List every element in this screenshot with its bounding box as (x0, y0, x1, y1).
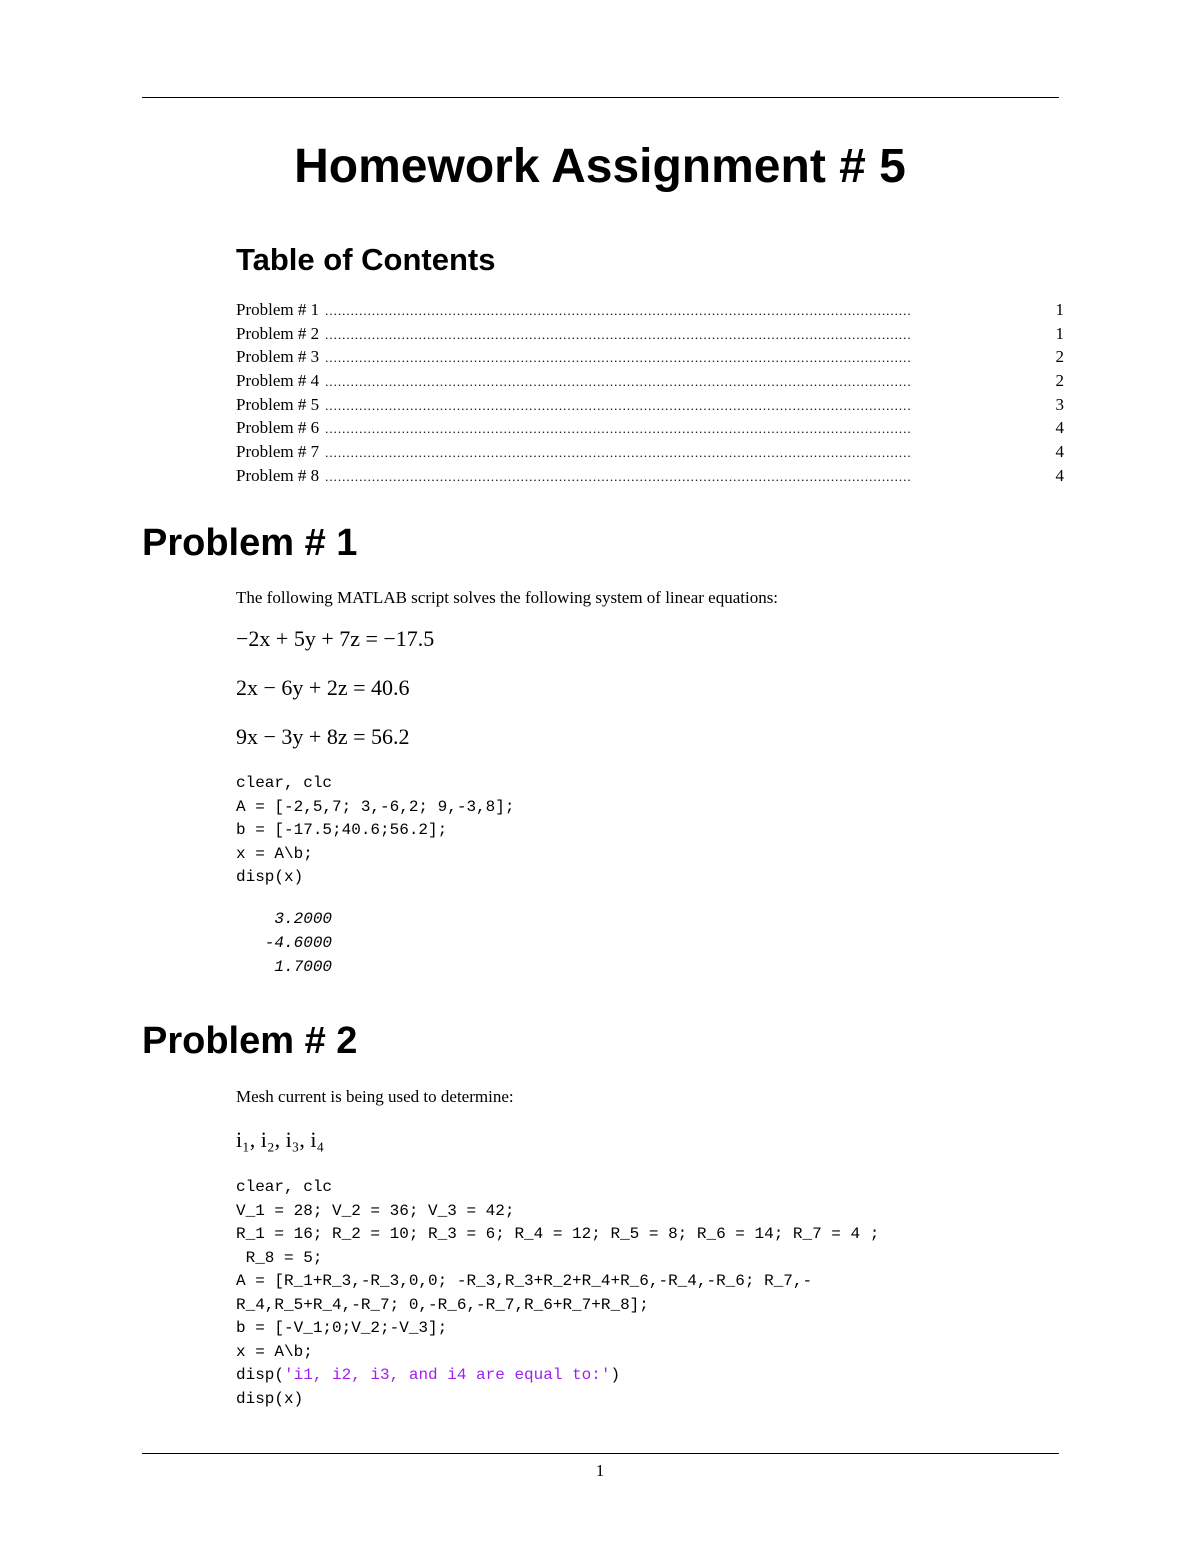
code-line: b = [-V_1;0;V_2;-V_3]; (236, 1319, 448, 1337)
code-line: disp(x) (236, 868, 304, 886)
toc-entry-page[interactable]: 1 (1055, 323, 1064, 343)
toc-entry-label[interactable]: Problem # 2 (236, 323, 320, 343)
problem-2-intro: Mesh current is being used to determine: (236, 1087, 514, 1106)
toc-entry-page[interactable]: 1 (1055, 300, 1064, 319)
toc-leader-dots: .......................................................................................................................................... (325, 468, 912, 484)
output-line: 1.7000 (236, 958, 333, 976)
code-disp-suffix: ) (610, 1366, 621, 1384)
toc-entry[interactable] (236, 345, 1064, 369)
code-line: b = [-17.5;40.6;56.2]; (236, 821, 448, 839)
toc-leader-dots: .......................................................................................................................................... (325, 374, 912, 390)
toc-entry-label[interactable]: Problem # 6 (236, 418, 320, 438)
code-line: R_1 = 16; R_2 = 10; R_3 = 6; R_4 = 12; R_5 = 8; R_6 = 14; R_7 = 4 ; (236, 1225, 880, 1243)
toc-entry[interactable] (236, 369, 1064, 393)
problem-2-heading: Problem # 2 (142, 1020, 358, 1062)
toc-entry[interactable] (236, 298, 1064, 322)
code-line: clear, clc (236, 1178, 333, 1196)
code-line: clear, clc (236, 774, 333, 792)
toc-leader-dots: .......................................................................................................................................... (325, 421, 912, 437)
output-line: -4.6000 (236, 934, 333, 952)
toc-entry-label[interactable]: Problem # 3 (236, 347, 320, 367)
header-rule (142, 97, 1059, 98)
toc-entry[interactable] (236, 464, 1064, 488)
code-line: A = [R_1+R_3,-R_3,0,0; -R_3,R_3+R_2+R_4+R_6,-R_4,-R_6; R_7,- (236, 1272, 813, 1290)
code-line: x = A\b; (236, 844, 313, 863)
toc-entry-page[interactable]: 2 (1055, 371, 1064, 391)
toc-leader-dots: .......................................................................................................................................... (325, 326, 912, 342)
toc-leader-dots: .......................................................................................................................................... (325, 303, 912, 318)
problem-1-heading: Problem # 1 (142, 522, 358, 564)
toc-leader-dots: .......................................................................................................................................... (325, 445, 912, 461)
problem-2-code-block (236, 1176, 879, 1411)
toc-leader-dots: .......................................................................................................................................... (325, 350, 912, 366)
toc-entry-label[interactable]: Problem # 8 (236, 465, 320, 485)
equation-3: 9x − 3y + 8z = 56.2 (236, 724, 410, 749)
document-title: Homework Assignment # 5 (294, 140, 906, 193)
code-string-literal: 'i1, i2, i3, and i4 are equal to:' (284, 1366, 611, 1384)
table-of-contents (236, 298, 1064, 488)
code-line: R_4,R_5+R_4,-R_7; 0,-R_6,-R_7,R_6+R_7+R_8]; (236, 1295, 649, 1314)
equation-1: −2x + 5y + 7z = −17.5 (236, 626, 435, 651)
code-line: disp(x) (236, 1389, 304, 1408)
code-line-disp (236, 1366, 620, 1384)
mesh-current-variables: i₁, i₂, i₃, i₄ (236, 1127, 325, 1152)
toc-entry-label[interactable]: Problem # 1 (236, 300, 320, 319)
problem-1-intro: The following MATLAB script solves the following system of linear equations: (236, 588, 779, 607)
equation-2: 2x − 6y + 2z = 40.6 (236, 675, 410, 700)
toc-entry[interactable] (236, 393, 1064, 417)
code-line: x = A\b; (236, 1342, 313, 1361)
toc-entry[interactable] (236, 416, 1064, 440)
toc-entry-label[interactable]: Problem # 5 (236, 394, 320, 414)
toc-heading: Table of Contents (236, 242, 496, 277)
toc-entry-label[interactable]: Problem # 4 (236, 371, 320, 391)
output-line: 3.2000 (236, 910, 333, 928)
page-number: 1 (595, 1461, 605, 1480)
problem-1-output (236, 907, 332, 979)
toc-entry[interactable] (236, 440, 1064, 464)
toc-entry-label[interactable]: Problem # 7 (236, 442, 320, 462)
toc-entry-page[interactable]: 3 (1055, 394, 1064, 414)
toc-entry-page[interactable]: 4 (1055, 418, 1064, 438)
code-line: V_1 = 28; V_2 = 36; V_3 = 42; (236, 1201, 515, 1220)
code-disp-prefix: disp( (236, 1366, 285, 1384)
toc-leader-dots: .......................................................................................................................................... (325, 397, 912, 413)
toc-entry-page[interactable]: 4 (1055, 442, 1064, 462)
toc-entry-page[interactable]: 2 (1055, 347, 1064, 367)
footer-rule (142, 1453, 1059, 1454)
toc-entry[interactable] (236, 322, 1064, 346)
problem-1-code-block (236, 772, 514, 890)
code-line: R_8 = 5; (236, 1248, 323, 1267)
toc-entry-page[interactable]: 4 (1055, 465, 1064, 485)
code-line: A = [-2,5,7; 3,-6,2; 9,-3,8]; (236, 797, 515, 816)
